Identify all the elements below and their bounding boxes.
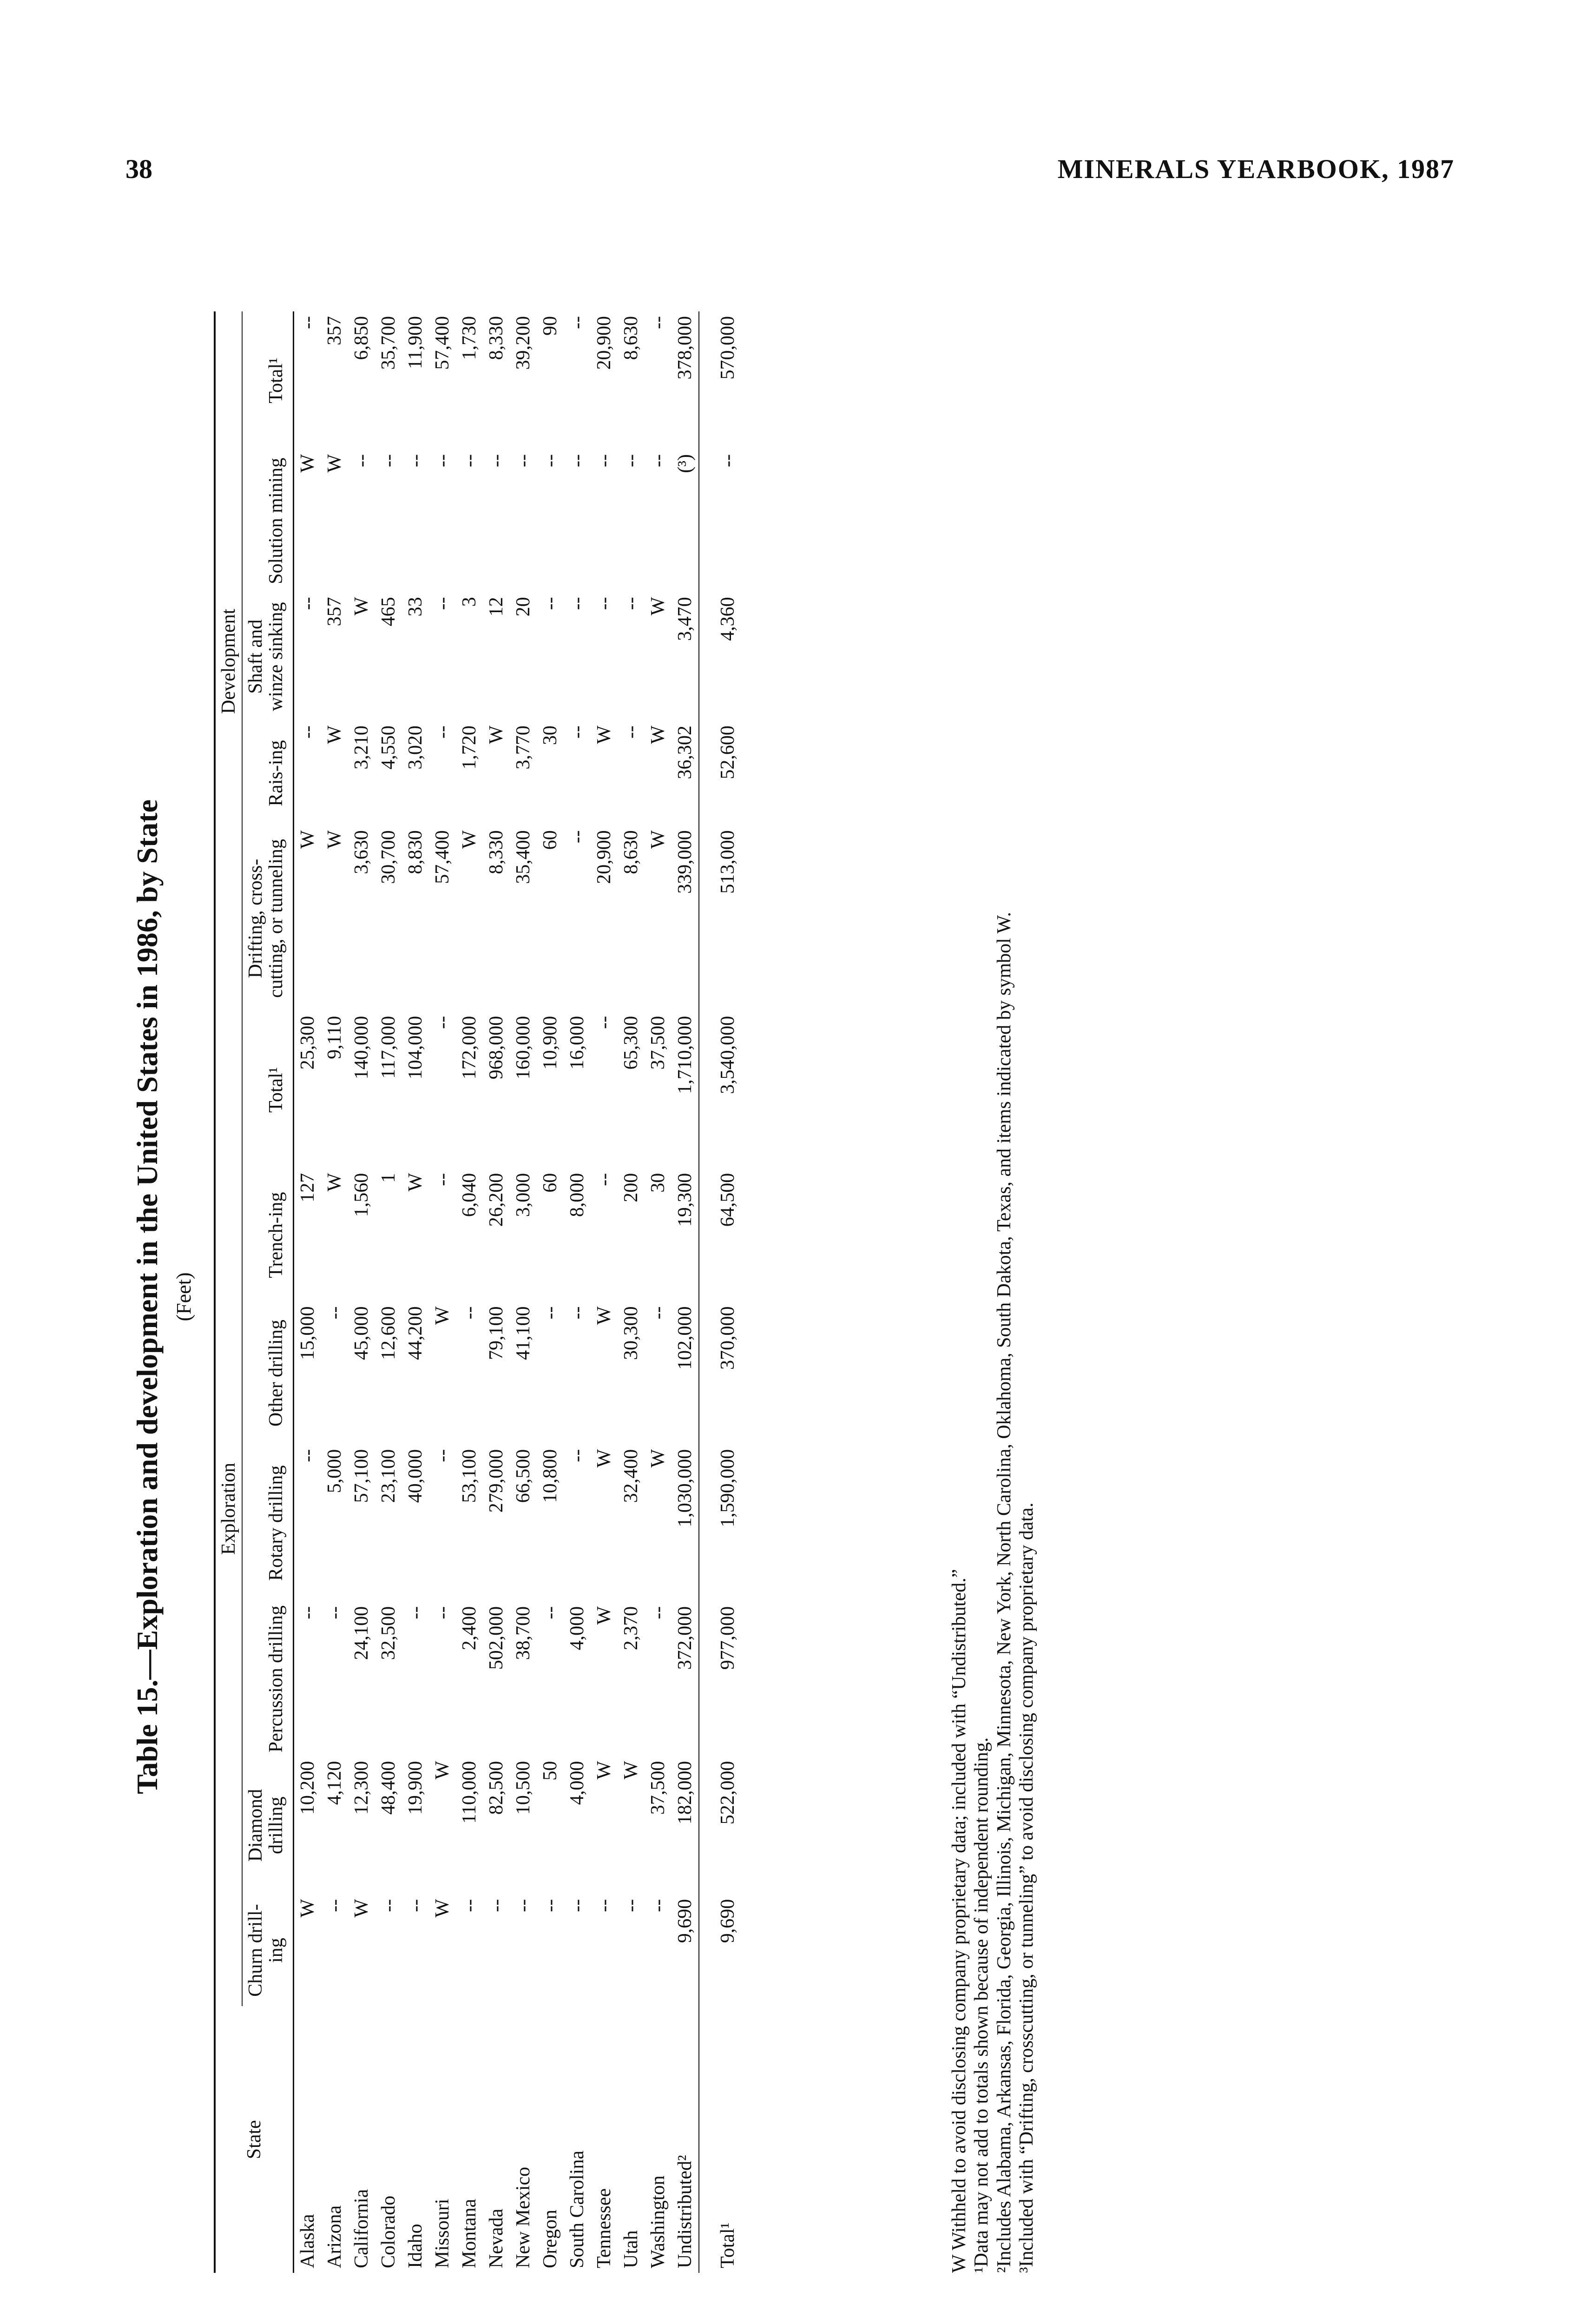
table-cell: 66,500	[513, 1449, 534, 1503]
table-cell: --	[378, 454, 400, 468]
column-header: Diamond drilling	[242, 1756, 294, 1895]
table-cell: 33	[405, 597, 427, 617]
column-header-row	[242, 311, 294, 2273]
table-cell: 3	[459, 597, 481, 607]
table-cell: 79,100	[486, 1306, 507, 1360]
exploration-development-table	[214, 311, 741, 2273]
table-cell: 41,100	[513, 1306, 534, 1360]
state-name: Nevada	[486, 2208, 507, 2268]
table-units: (Feet)	[172, 1272, 195, 1321]
table-cell: 1,730	[459, 316, 481, 360]
table-cell: 1,710,000	[672, 1011, 699, 1169]
table-row	[429, 311, 456, 2273]
table-cell: 200	[620, 1173, 642, 1202]
state-name: Colorado	[378, 2195, 400, 2268]
table-cell: 36,302	[672, 721, 699, 825]
table-cell: 9,110	[324, 1016, 346, 1059]
table-cell: --	[486, 1899, 507, 1912]
page-number: 38	[125, 154, 152, 184]
table-cell: 378,000	[672, 311, 699, 449]
table-cell: --	[297, 1449, 319, 1462]
table-cell: 160,000	[513, 1016, 534, 1080]
table-cell: --	[297, 1606, 319, 1619]
table-cell: 513,000	[699, 825, 741, 1011]
table-cell: W	[297, 830, 319, 849]
table-row	[456, 311, 483, 2273]
table-cell: 6,040	[459, 1173, 481, 1217]
table-cell: 16,000	[566, 1016, 588, 1070]
table-row	[672, 311, 699, 2273]
table-cell: --	[566, 830, 588, 844]
table-cell: 12,600	[378, 1306, 400, 1360]
footnotes	[948, 321, 1038, 2273]
table-cell: 38,700	[513, 1606, 534, 1660]
table-cell: 12,300	[351, 1761, 373, 1815]
table-cell: 39,200	[513, 316, 534, 370]
table-cell: 30	[647, 1173, 669, 1193]
table-cell: --	[647, 1606, 669, 1619]
table-cell: --	[566, 725, 588, 739]
table-cell: 20	[513, 597, 534, 617]
table-cell: 339,000	[672, 825, 699, 1011]
column-header: Other drilling	[242, 1302, 294, 1445]
exploration-group-header: Exploration	[215, 1011, 242, 2007]
state-name: Idaho	[405, 2224, 427, 2268]
table-cell: 53,100	[459, 1449, 481, 1503]
table-cell: W	[593, 1449, 615, 1468]
table-cell: --	[593, 1016, 615, 1029]
table-cell: W	[351, 1899, 373, 1918]
table-cell: --	[593, 1173, 615, 1186]
table-cell: 8,830	[405, 830, 427, 874]
column-header: Shaft and winze sinking	[242, 592, 294, 721]
table-cell: 570,000	[699, 311, 741, 449]
column-header: Trench-ing	[242, 1169, 294, 1302]
table-cell: 8,330	[486, 316, 507, 360]
table-cell: 182,000	[672, 1756, 699, 1895]
table-cell: --	[432, 1016, 454, 1029]
table-cell: --	[459, 454, 481, 468]
table-cell: 57,400	[432, 830, 454, 884]
table-row	[375, 311, 402, 2273]
table-cell: 60	[540, 1173, 561, 1193]
table-cell: --	[486, 454, 507, 468]
table-row	[699, 311, 741, 2273]
table-cell: 3,020	[405, 725, 427, 770]
table-cell: 968,000	[486, 1016, 507, 1080]
state-name: Missouri	[432, 2199, 454, 2268]
table-cell: W	[324, 454, 346, 473]
table-cell: 4,000	[566, 1761, 588, 1805]
table-cell: 117,000	[378, 1016, 400, 1079]
table-cell: 4,360	[699, 592, 741, 721]
table-cell: --	[566, 1306, 588, 1320]
table-cell: --	[647, 316, 669, 329]
table-cell: 4,120	[324, 1761, 346, 1805]
table-cell: --	[566, 1449, 588, 1462]
state-name: Washington	[647, 2175, 669, 2268]
table-cell: W	[324, 830, 346, 849]
table-cell: --	[647, 1306, 669, 1320]
table-cell: W	[593, 1606, 615, 1625]
table-cell: --	[432, 597, 454, 610]
table-cell: --	[593, 597, 615, 610]
table-cell: --	[647, 1899, 669, 1912]
table-cell: 1,560	[351, 1173, 373, 1217]
table-cell: --	[297, 316, 319, 329]
table-cell: 57,400	[432, 316, 454, 370]
table-cell: --	[540, 597, 561, 610]
table-cell: --	[405, 454, 427, 468]
table-cell: W	[593, 1761, 615, 1780]
column-header: Percussion drilling	[242, 1602, 294, 1756]
table-cell: --	[620, 1899, 642, 1912]
state-column-header: State	[215, 2006, 294, 2273]
table-cell: --	[593, 454, 615, 468]
table-cell: --	[432, 1449, 454, 1462]
table-cell: 102,000	[672, 1302, 699, 1445]
table-cell: 1,720	[459, 725, 481, 770]
table-cell: --	[620, 597, 642, 610]
table-cell: 50	[540, 1761, 561, 1781]
table-cell: W	[432, 1306, 454, 1325]
table-cell: --	[566, 1899, 588, 1912]
table-cell: 12	[486, 597, 507, 617]
table-row	[483, 311, 510, 2273]
table-cell: W	[486, 725, 507, 744]
table-cell: --	[513, 1899, 534, 1912]
table-cell: --	[324, 1899, 346, 1912]
column-header: Total¹	[242, 1011, 294, 1169]
table-cell: 60	[540, 830, 561, 850]
table-cell: 11,900	[405, 316, 427, 369]
table-cell: W	[324, 725, 346, 744]
table-row	[402, 311, 429, 2273]
table-cell: W	[459, 830, 481, 849]
table-cell: 44,200	[405, 1306, 427, 1360]
table-cell: 64,500	[699, 1169, 741, 1302]
table-cell: 465	[378, 597, 400, 627]
table-cell: 370,000	[699, 1302, 741, 1445]
table-cell: 52,600	[699, 721, 741, 825]
table-cell: 15,000	[297, 1306, 319, 1360]
table-cell: 3,210	[351, 725, 373, 770]
column-header: Rotary drilling	[242, 1445, 294, 1602]
table-row	[321, 311, 348, 2273]
table-cell: 30	[540, 725, 561, 745]
table-cell: --	[297, 597, 319, 610]
table-cell: 3,770	[513, 725, 534, 770]
table-cell: 2,370	[620, 1606, 642, 1651]
table-cell: W	[432, 1899, 454, 1918]
table-cell: W	[647, 597, 669, 616]
table-cell: W	[620, 1761, 642, 1780]
table-cell: 372,000	[672, 1602, 699, 1756]
table-cell: --	[540, 1306, 561, 1320]
column-header: Drifting, cross-cutting, or tunneling	[242, 825, 294, 1011]
state-name: Utah	[620, 2230, 642, 2268]
table-cell: 104,000	[405, 1016, 427, 1080]
state-name: Montana	[459, 2199, 481, 2268]
table-cell: W	[324, 1173, 346, 1192]
table-cell: 3,000	[513, 1173, 534, 1217]
table-cell: 26,200	[486, 1173, 507, 1227]
state-name: Arizona	[324, 2205, 346, 2268]
table-cell: 32,500	[378, 1606, 400, 1660]
table-cell: 30,700	[378, 830, 400, 884]
table-row	[564, 311, 591, 2273]
table-cell: --	[513, 454, 534, 468]
table-cell: --	[593, 1899, 615, 1912]
table-cell: 57,100	[351, 1449, 373, 1503]
footnote-w: W Withheld to avoid disclosing company proprietary data; included with “Undistributed.”	[948, 1569, 970, 2273]
table-cell: 1,590,000	[699, 1445, 741, 1602]
table-cell: 9,690	[672, 1895, 699, 2007]
state-name: Undistributed²	[672, 2006, 699, 2273]
table-cell: 82,500	[486, 1761, 507, 1815]
table-cell: 48,400	[378, 1761, 400, 1815]
table-cell: --	[432, 1606, 454, 1619]
table-cell: W	[297, 1899, 319, 1918]
group-header-row	[215, 311, 242, 2273]
table-cell: --	[432, 725, 454, 739]
table-cell: 65,300	[620, 1016, 642, 1070]
table-cell: 8,630	[620, 830, 642, 874]
table-cell: 23,100	[378, 1449, 400, 1503]
table-cell: 1	[378, 1173, 400, 1183]
table-cell: 977,000	[699, 1602, 741, 1756]
table-row	[510, 311, 537, 2273]
table-cell: 40,000	[405, 1449, 427, 1503]
table-cell: 3,470	[672, 592, 699, 721]
table-cell: 522,000	[699, 1756, 741, 1895]
table-cell: 172,000	[459, 1016, 481, 1080]
table-row	[537, 311, 564, 2273]
state-name: Oregon	[540, 2210, 561, 2268]
table-cell: 10,900	[540, 1016, 561, 1070]
table-cell: 357	[324, 597, 346, 627]
table-cell: 32,400	[620, 1449, 642, 1503]
table-cell: 20,900	[593, 316, 615, 370]
table-cell: W	[593, 725, 615, 744]
table-cell: 8,000	[566, 1173, 588, 1217]
table-cell: --	[540, 454, 561, 468]
table-cell: --	[540, 1899, 561, 1912]
table-cell: 20,900	[593, 830, 615, 884]
table-cell: 502,000	[486, 1606, 507, 1670]
table-cell: 10,200	[297, 1761, 319, 1815]
table-cell: --	[566, 454, 588, 468]
table-cell: 4,550	[378, 725, 400, 770]
table-cell: W	[647, 830, 669, 849]
running-head: MINERALS YEARBOOK, 1987	[1057, 154, 1455, 184]
column-header: Total¹	[242, 311, 294, 449]
table-row	[591, 311, 618, 2273]
table-cell: W	[647, 725, 669, 744]
table-cell: --	[459, 1306, 481, 1320]
table-cell: W	[432, 1761, 454, 1780]
table-cell: 35,400	[513, 830, 534, 884]
footnote-1: ¹Data may not add to totals shown because of independent rounding.	[971, 1737, 993, 2273]
state-name: Tennessee	[593, 2188, 615, 2268]
table-cell: --	[324, 1306, 346, 1320]
table-cell: --	[620, 725, 642, 739]
table-cell: --	[378, 1899, 400, 1912]
table-cell: 3,630	[351, 830, 373, 874]
state-name: California	[351, 2189, 373, 2268]
state-name: Alaska	[297, 2214, 319, 2268]
table-cell: 8,630	[620, 316, 642, 360]
table-cell: W	[593, 1306, 615, 1325]
footnote-3: ³Included with “Drifting, crosscutting, or tunneling” to avoid disclosing company proprietary data.	[1015, 1502, 1037, 2273]
table-cell: 2,400	[459, 1606, 481, 1651]
table-cell: --	[405, 1606, 427, 1619]
table-cell: --	[540, 1606, 561, 1619]
table-cell: 110,000	[459, 1761, 481, 1824]
state-name: South Carolina	[566, 2150, 588, 2268]
table-cell: 25,300	[297, 1016, 319, 1070]
table-cell: --	[351, 454, 373, 468]
table-cell: --	[459, 1899, 481, 1912]
table-row	[294, 311, 322, 2273]
table-cell: --	[566, 316, 588, 329]
table-cell: 10,800	[540, 1449, 561, 1503]
table-cell: 19,300	[672, 1169, 699, 1302]
footnote-2: ²Includes Alabama, Arkansas, Florida, Georgia, Illinois, Michigan, Minnesota, New York, North Carolina, Oklahoma, South Dakota, Texas, and items indicated by symbol W.	[993, 912, 1015, 2273]
table-cell: 127	[297, 1173, 319, 1202]
table-cell: 6,850	[351, 316, 373, 360]
table-cell: 8,330	[486, 830, 507, 874]
table-cell: --	[566, 597, 588, 610]
table-cell: --	[432, 454, 454, 468]
table-cell: 35,700	[378, 316, 400, 370]
table-cell: 37,500	[647, 1016, 669, 1070]
table-cell: 30,300	[620, 1306, 642, 1360]
table-cell: 10,500	[513, 1761, 534, 1815]
table-cell: 24,100	[351, 1606, 373, 1660]
table-cell: W	[351, 597, 373, 616]
table-cell: 90	[540, 316, 561, 336]
table-cell: --	[620, 454, 642, 468]
table-cell: 4,000	[566, 1606, 588, 1651]
rotated-table-block	[116, 274, 1092, 2319]
development-group-header: Development	[215, 311, 242, 1011]
table-cell: 19,900	[405, 1761, 427, 1815]
column-header: Rais-ing	[242, 721, 294, 825]
table-cell: W	[297, 454, 319, 473]
table-cell: 37,500	[647, 1761, 669, 1815]
column-header: Churn drill-ing	[242, 1895, 294, 2007]
table-cell: --	[699, 449, 741, 592]
table-cell: 9,690	[699, 1895, 741, 2007]
table-cell: 357	[324, 316, 346, 345]
table-cell: --	[324, 1606, 346, 1619]
column-header: Solution mining	[242, 449, 294, 592]
table-row	[645, 311, 672, 2273]
table-cell: 1,030,000	[672, 1445, 699, 1602]
table-cell: W	[647, 1449, 669, 1468]
table-cell: --	[405, 1899, 427, 1912]
table-cell: 279,000	[486, 1449, 507, 1513]
table-cell: 3,540,000	[699, 1011, 741, 1169]
table-cell: --	[297, 725, 319, 739]
table-cell: --	[647, 454, 669, 468]
table-row	[348, 311, 375, 2273]
table-cell: 5,000	[324, 1449, 346, 1493]
table-cell: (³)	[672, 449, 699, 592]
table-title: Table 15.—Exploration and development in the United States in 1986, by State	[131, 799, 164, 1795]
table-cell: 140,000	[351, 1016, 373, 1080]
state-name: New Mexico	[513, 2166, 534, 2268]
state-name: Total¹	[699, 2006, 741, 2273]
table-row	[618, 311, 645, 2273]
table-cell: 45,000	[351, 1306, 373, 1360]
table-cell: --	[432, 1173, 454, 1186]
table-cell: W	[405, 1173, 427, 1192]
